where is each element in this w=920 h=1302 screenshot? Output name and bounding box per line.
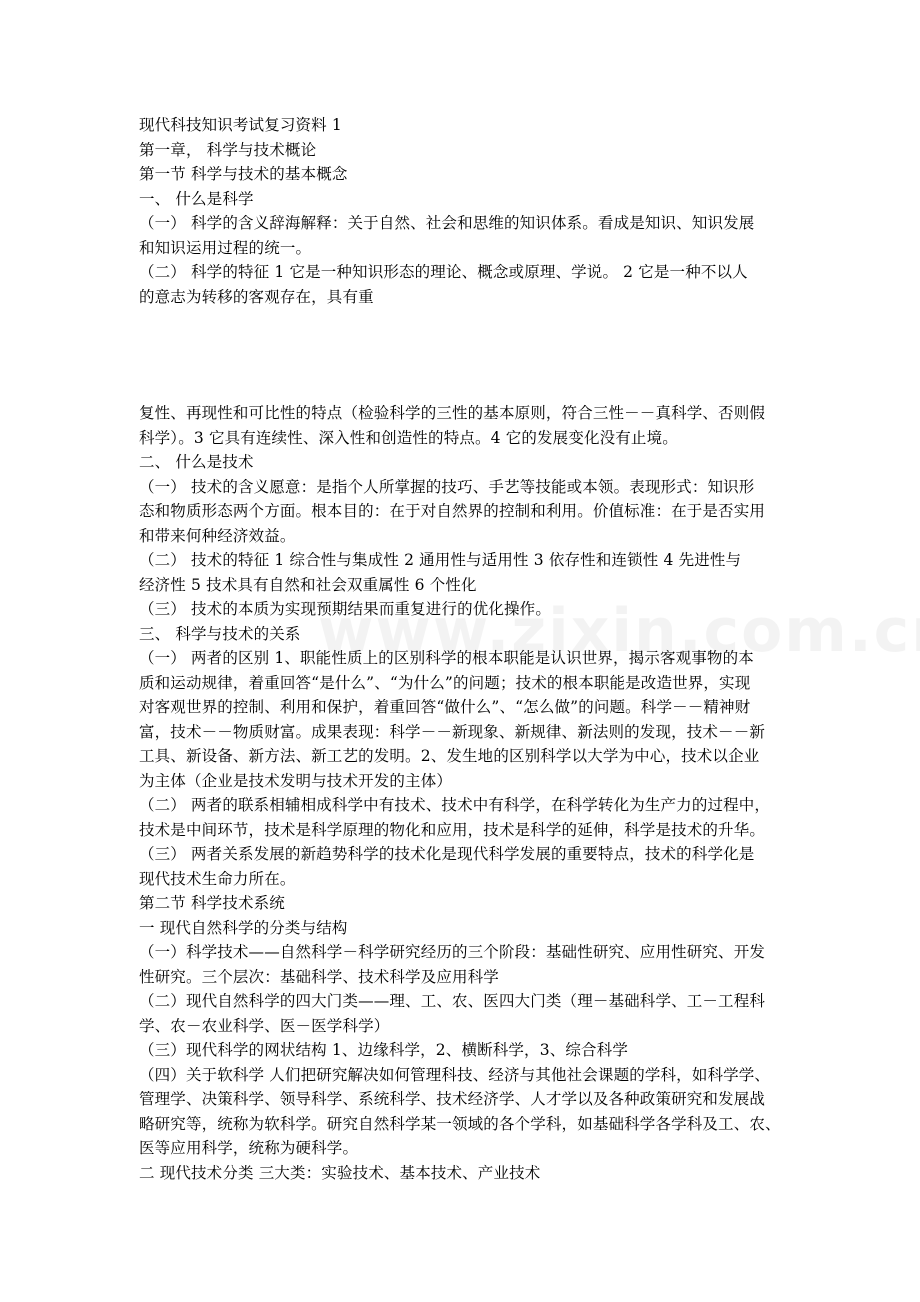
text-line: 和知识运用过程的统一。 [139, 238, 312, 257]
subsection-heading: 一、 什么是科学 [139, 189, 254, 208]
text-line: 的意志为转移的客观存在，具有重 [139, 287, 374, 306]
text-line: 管理学、决策科学、领导科学、系统科学、技术经济学、人才学以及各种政策研究和发展战 [139, 1090, 766, 1108]
text-line: 技术是中间环节，技术是科学原理的物化和应用，技术是科学的延伸，科学是技术的升华。 [139, 820, 766, 839]
text-line: 为主体（企业是技术发明与技术开发的主体） [139, 771, 453, 790]
text-line: （一） 两者的区别 1、职能性质上的区别科学的根本职能是认识世界，揭示客观事物的本 [139, 649, 754, 667]
text-line: （一）科学技术——自然科学－科学研究经历的三个阶段：基础性研究、应用性研究、开发 [139, 943, 766, 961]
text-block-main [139, 401, 785, 1185]
text-line: （一） 技术的含义愿意：是指个人所掌握的技巧、手艺等技能或本领。表现形式：知识形 [139, 477, 755, 496]
text-line: 性研究。三个层次：基础科学、技术科学及应用科学 [139, 967, 499, 986]
text-line: 经济性 5 技术具有自然和社会双重属性 6 个性化 [139, 575, 477, 594]
section-heading: 第二节 科学技术系统 [139, 894, 285, 912]
text-line: （二）现代自然科学的四大门类——理、工、农、医四大门类（理－基础科学、工－工程科 [139, 992, 766, 1010]
text-line: 复性、再现性和可比性的特点（检验科学的三性的基本原则，符合三性－－真科学、否则假 [139, 404, 766, 422]
subsection-heading: 二、 什么是技术 [139, 453, 254, 471]
text-line: 态和物质形态两个方面。根本目的：在于对自然界的控制和利用。价值标准：在于是否实用 [139, 502, 766, 520]
text-line: 质和运动规律，着重回答“是什么”、“为什么”的问题；技术的根本职能是改造世界，实现 [139, 673, 751, 692]
text-line: （四）关于软科学 人们把研究解决如何管理科技、经济与其他社会课题的学科，如科学学、 [139, 1065, 771, 1084]
text-line: 对客观世界的控制、利用和保护，着重回答“做什么”、“怎么做”的问题。科学－－精神财 [139, 698, 751, 716]
document-title: 现代科技知识考试复习资料 1 [139, 116, 342, 134]
text-line: 工具、新设备、新方法、新工艺的发明。2、发生地的区别科学以大学为中心，技术以企业 [139, 747, 760, 765]
text-line: 学、农－农业科学、医－医学科学） [139, 1016, 390, 1035]
text-line: （二） 科学的特征 1 它是一种知识形态的理论、概念或原理、学说。 2 它是一种不以人 [139, 263, 748, 281]
text-line: （一） 科学的含义辞海解释：关于自然、社会和思维的知识体系。看成是知识、知识发展 [139, 214, 755, 232]
text-line: （三） 技术的本质为实现预期结果而重复进行的优化操作。 [139, 600, 551, 618]
text-line: （二） 两者的联系相辅相成科学中有技术、技术中有科学，在科学转化为生产力的过程中， [139, 796, 771, 814]
text-line: （二） 技术的特征 1 综合性与集成性 2 通用性与适用性 3 依存性和连锁性 4 先进性与 [139, 551, 742, 569]
chapter-heading: 第一章， 科学与技术概论 [139, 140, 317, 159]
text-line: 医等应用科学，统称为硬科学。 [139, 1139, 359, 1157]
subsection-heading: 一 现代自然科学的分类与结构 [139, 918, 348, 937]
text-line: 富，技术－－物质财富。成果表现：科学－－新现象、新规律、新法则的发现，技术－－新 [139, 722, 766, 741]
text-line: 略研究等，统称为软科学。研究自然科学某一领域的各个学科，如基础科学各学科及工、农、 [139, 1114, 781, 1133]
text-line: 现代技术生命力所在。 [139, 869, 296, 888]
text-line: 科学）。3 它具有连续性、深入性和创造性的特点。4 它的发展变化没有止境。 [139, 428, 678, 447]
section-heading: 第一节 科学与技术的基本概念 [139, 165, 348, 183]
subsection-heading: 三、 科学与技术的关系 [139, 624, 301, 643]
text-line: （三） 两者关系发展的新趋势科学的技术化是现代科学发展的重要特点，技术的科学化是 [139, 845, 755, 863]
text-line: 和带来何种经济效益。 [139, 526, 296, 545]
subsection-heading: 二 现代技术分类 三大类：实验技术、基本技术、产业技术 [139, 1163, 541, 1182]
text-line: （三）现代科学的网状结构 1、边缘科学，2、横断科学，3、综合科学 [139, 1041, 628, 1059]
text-block-top [139, 113, 785, 309]
